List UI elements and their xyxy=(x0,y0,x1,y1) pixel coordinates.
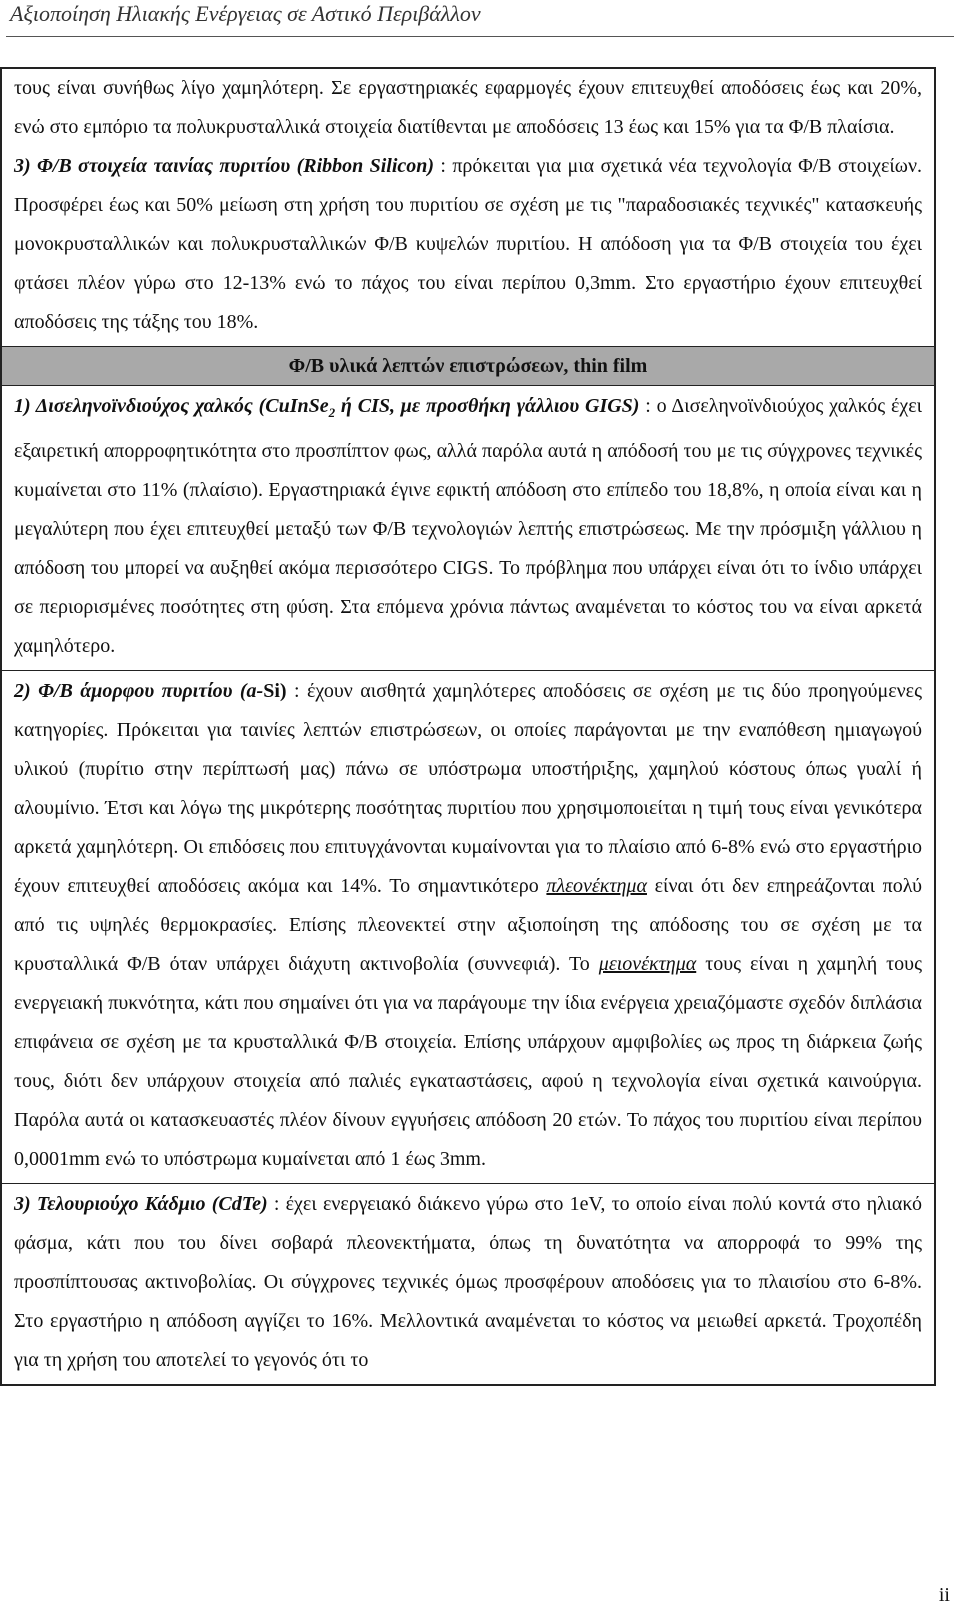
table-row xyxy=(1,386,935,671)
amorphous-title-part-b: Si) xyxy=(263,680,287,702)
paragraph-cis xyxy=(1,386,935,671)
advantage-word: πλεονέκτημα xyxy=(546,875,647,897)
amorphous-text-2: είναι ότι δεν επηρεάζονται πολύ από τις υψηλές θερμοκρασίες. Επίσης πλεονεκτεί στην αξιοποίηση της απόδοσης του σε σχέση με τα κρυσταλλικά Φ/Β όταν υπάρχει διάχυτη ακτινοβολία (συννεφιά). Το xyxy=(14,875,923,975)
cis-title-part-a: 1) Δισεληνοϊνδιούχος χαλκός (CuInSe xyxy=(14,395,329,417)
table-row xyxy=(1,347,935,386)
item-title-ribbon-silicon: 3) Φ/Β στοιχεία ταινίας πυριτίου (Ribbon Silicon) xyxy=(14,155,435,177)
item-text-cdte: : έχει ενεργειακό διάκενο γύρω στο 1eV, το οποίο είναι πολύ κοντά στο ηλιακό φάσμα, κάτι που του δίνει σοβαρά πλεονεκτήματα, όπως τη δυνατότητα να απορροφά το 99% της προσπίπτουσας ακτινοβολίας. Οι σύγχρονες τεχνικές όμως προσφέρουν αποδόσεις για το πλαισίου στο 6-8%. Στο εργαστήριο η απόδοση αγγίζει το 16%. Μελλοντικά αναμένεται το κόστος να μειωθεί αρκετά. Τροχοπέδη για τη χρήση του αποτελεί το γεγονός ότι το xyxy=(14,1193,923,1371)
paragraph-amorphous-silicon xyxy=(1,671,935,1184)
table-row xyxy=(1,1184,935,1386)
section-heading-thin-film: Φ/Β υλικά λεπτών επιστρώσεων, thin film xyxy=(1,347,935,386)
item-text-ribbon-silicon: : πρόκειται για μια σχετικά νέα τεχνολογία Φ/Β στοιχείων. Προσφέρει έως και 50% μείωση στη χρήση του πυριτίου σε σχέση με τις "παραδοσιακές τεχνικές" κατασκευής μονοκρυσταλλικών και πολυκρυσταλλικών Φ/Β κυψελών πυριτίου. Η απόδοση για τα Φ/Β στοιχεία του έχει φτάσει πλέον γύρω στο 12-13% ενώ το πάχος του είναι περίπου 0,3mm. Στο εργαστήριο έχουν επιτευχθεί αποδόσεις της τάξης του 18%. xyxy=(14,155,922,333)
item-title-cis xyxy=(14,395,640,420)
amorphous-text-3: τους είναι η χαμηλή τους ενεργειακή πυκνότητα, κάτι που σημαίνει ότι για να παράγουμε την ίδια ενέργεια χρειαζόμαστε σχεδόν διπλάσια επιφάνεια σε σχέση με τα κρυσταλλικά Φ/Β στοιχεία. Επίσης υπάρχουν αμφιβολίες ως προς τη διάρκεια ζωής τους, διότι δεν υπάρχουν στοιχεία από παλιές εγκαταστάσεις, αφού η τεχνολογία είναι σχετικά καινούργια. Παρόλα αυτά οι κατασκευαστές πλέον δίνουν εγγυήσεις απόδοση 20 ετών. Το πάχος του πυριτίου είναι περίπου 0,0001mm ενώ το υπόστρωμα κυμαίνεται από 1 έως 3mm. xyxy=(14,953,923,1170)
content-table xyxy=(0,67,936,1386)
item-title-amorphous xyxy=(14,680,287,702)
paragraph-cdte xyxy=(1,1184,935,1386)
header-title: Αξιοποίηση Ηλιακής Ενέργειας σε Αστικό Περιβάλλον xyxy=(10,1,481,26)
intro-text: τους είναι συνήθως λίγο χαμηλότερη. Σε εργαστηριακές εφαρμογές έχουν επιτευχθεί αποδόσεις έως και 20%, ενώ στο εμπόριο τα πολυκρυσταλλικά στοιχεία διατίθενται με αποδόσεις 13 έως και 15% για τα Φ/Β πλαίσια. xyxy=(14,77,922,138)
item-text-cis: : ο Δισεληνοϊνδιούχος χαλκός έχει εξαιρετική απορροφητικότητα στο προσπίπτον φως, αλλά παρόλα αυτά η απόδοσή του με τις σύγχρονες τεχνικές κυμαίνεται στο 11% (πλαίσιο). Εργαστηριακά έγινε εφικτή απόδοση στο επίπεδο του 18,8%, η οποία είναι και η μεγαλύτερη που έχει επιτευχθεί μεταξύ των Φ/Β τεχνολογιών λεπτής επιστρώσεως. Με την πρόσμιξη γάλλιου η απόδοση του μπορεί να αυξηθεί ακόμα περισσότερο CIGS. Το πρόβλημα που υπάρχει είναι ότι το ίνδιο υπάρχει σε περιορισμένες ποσότητες στη φύση. Στα επόμενα χρόνια πάντως αναμένεται το κόστος του να είναι αρκετά χαμηλότερο. xyxy=(14,395,923,657)
table-row xyxy=(1,68,935,347)
item-title-cdte: 3) Τελουριούχο Κάδμιο (CdTe) xyxy=(14,1193,268,1215)
running-header xyxy=(6,0,954,37)
cis-title-part-b: ή CIS, με προσθήκη γάλλιου GIGS) xyxy=(335,395,640,417)
cis-title-subscript: 2 xyxy=(328,405,336,420)
amorphous-title-part-a: 2) Φ/Β άμορφου πυριτίου (a- xyxy=(14,680,264,702)
paragraph-ribbon-silicon xyxy=(1,68,935,347)
table-row xyxy=(1,671,935,1184)
amorphous-text-1: : έχουν αισθητά χαμηλότερες αποδόσεις σε σχέση με τις δύο προηγούμενες κατηγορίες. Πρόκειται για ταινίες λεπτών επιστρώσεων, οι οποίες παράγονται με την εναπόθεση ημιαγωγού υλικού (πυρίτιο στην περίπτωσή μας) πάνω σε υπόστρωμα υποστήριξης, χαμηλού κόστους όπως γυαλί ή αλουμίνιο. Έτσι και λόγω της μικρότερης ποσότητας πυριτίου που χρησιμοποιείται η τιμή τους είναι γενικότερα αρκετά χαμηλότερη. Οι επιδόσεις που επιτυγχάνονται κυμαίνονται για το πλαίσιο από 6-8% ενώ στο εργαστήριο έχουν επιτευχθεί αποδόσεις ακόμα και 14%. Το σημαντικότερο xyxy=(14,680,922,897)
disadvantage-word: μειονέκτημα xyxy=(598,953,697,975)
page-number: ii xyxy=(938,1584,950,1606)
